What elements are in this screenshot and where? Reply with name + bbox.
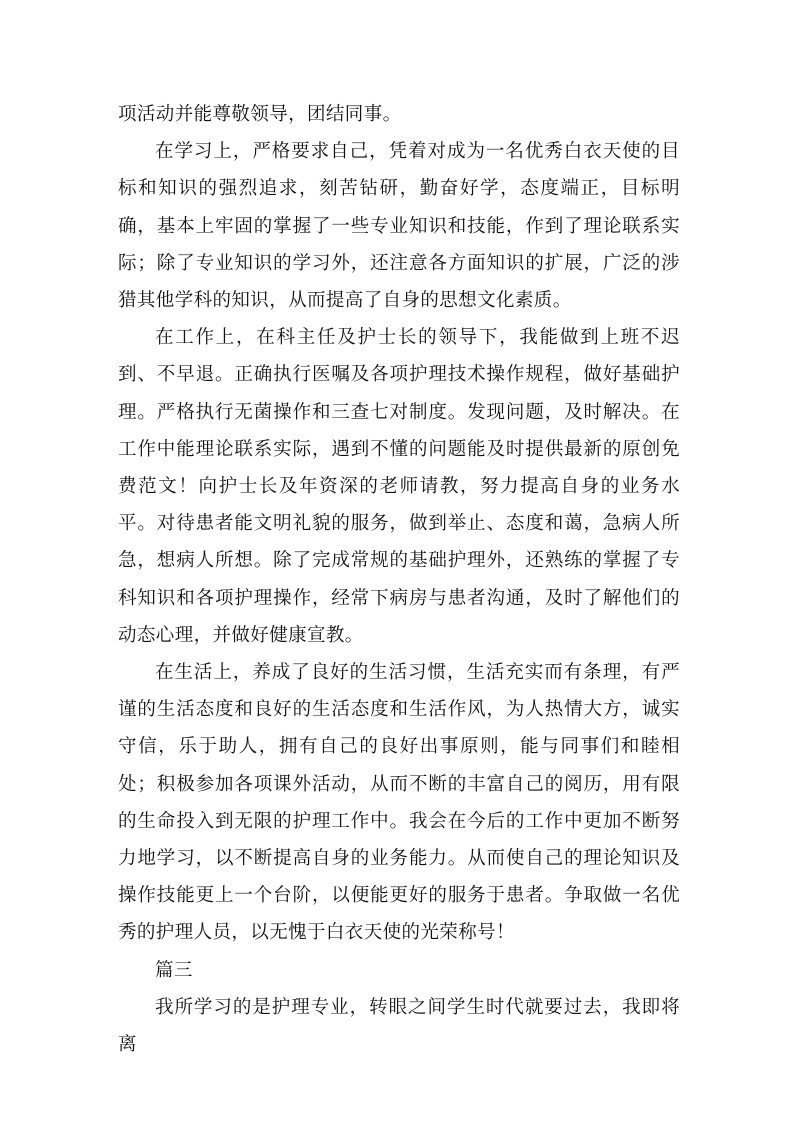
document-body (118, 96, 680, 1063)
paragraph-major: 我所学习的是护理专业，转眼之间学生时代就要过去，我即将离 (118, 996, 680, 1056)
paragraph-work: 在工作上，在科主任及护士长的领导下，我能做到上班不迟到、不早退。正确执行医嘱及各项护理技术操作规程，做好基础护理。严格执行无菌操作和三查七对制度。发现问题，及时解决。在工作中能理论联系实际，遇到不懂的问题能及时提供最新的原创免费范文！向护士长及年资深的老师请教，努力提高自身的业务水平。对待患者能文明礼貌的服务，做到举止、态度和蔼，急病人所急，想病人所想。除了完成常规的基础护理外，还熟练的掌握了专科知识和各项护理操作，经常下病房与患者沟通，及时了解他们的动态心理，并做好健康宣教。 (118, 327, 680, 646)
section-heading: 篇三 (155, 959, 193, 981)
paragraph-continuation: 项活动并能尊敬领导，团结同事。 (118, 104, 402, 125)
paragraph-life: 在生活上，养成了良好的生活习惯，生活充实而有条理，有严谨的生活态度和良好的生活态度和生活作风，为人热情大方，诚实守信，乐于助人，拥有自己的良好出事原则，能与同事们和睦相处；积极参加各项课外活动，从而不断的丰富自己的阅历，用有限的生命投入到无限的护理工作中。我会在今后的工作中更加不断努力地学习，以不断提高自身的业务能力。从而使自己的理论知识及操作技能更上一个台阶，以便能更好的服务于患者。争取做一名优秀的护理人员，以无愧于白衣天使的光荣称号！ (118, 662, 680, 944)
paragraph-study: 在学习上，严格要求自己，凭着对成为一名优秀白衣天使的目标和知识的强烈追求，刻苦钻研，勤奋好学，态度端正，目标明确，基本上牢固的掌握了一些专业知识和技能，作到了理论联系实际；除了专业知识的学习外，还注意各方面知识的扩展，广泛的涉猎其他学科的知识，从而提高了自身的思想文化素质。 (118, 141, 680, 312)
